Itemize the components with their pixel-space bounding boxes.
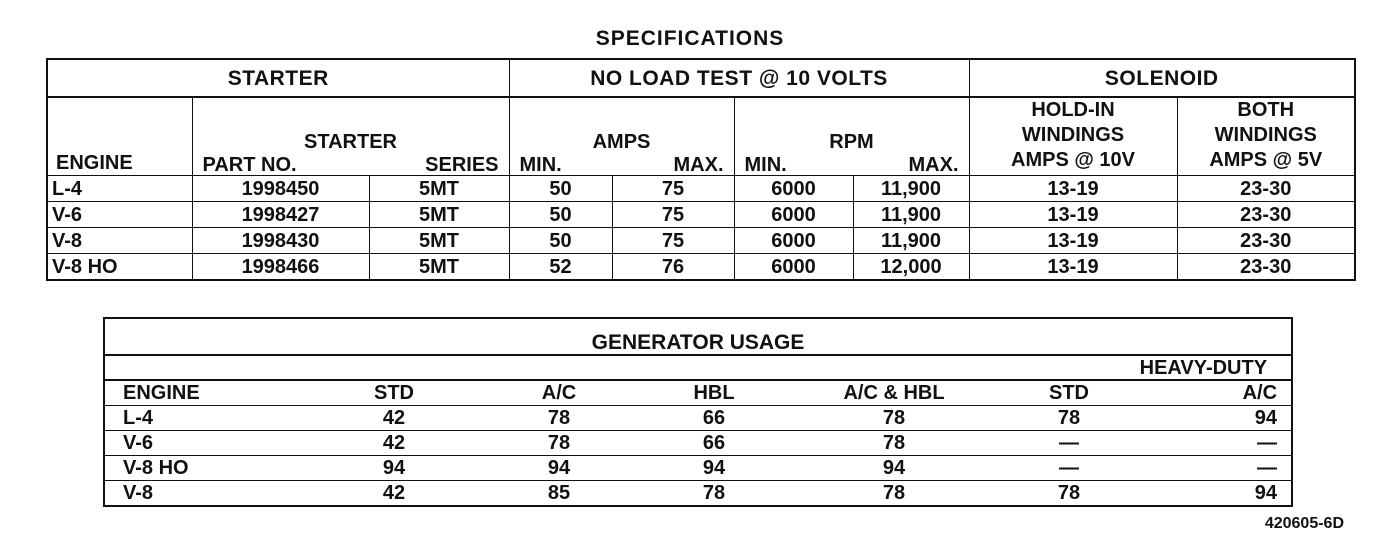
header-hold-in: HOLD-IN WINDINGS AMPS @ 10V (969, 97, 1177, 176)
table-row: V-6 42 78 66 78 — — (104, 431, 1292, 456)
table-row: V-8 HO 1998466 5MT 52 76 6000 12,000 13-19 23-30 (47, 254, 1355, 281)
header-starter-top: STARTER (304, 131, 397, 153)
table-row: L-4 1998450 5MT 50 75 6000 11,900 13-19 23-30 (47, 176, 1355, 202)
header-rpm-max: MAX. (908, 154, 959, 176)
header-amps-label: AMPS (592, 131, 651, 153)
table-row: V-8 HO 94 94 94 94 — — (104, 456, 1292, 481)
table-row: V-8 1998430 5MT 50 75 6000 11,900 13-19 23-30 (47, 228, 1355, 254)
header-rpm-label: RPM (829, 131, 874, 153)
header-std: STD (304, 380, 484, 406)
header-ac: A/C (484, 380, 634, 406)
page-title: SPECIFICATIONS (595, 27, 785, 50)
header-hd-std: STD (994, 380, 1144, 406)
header-engine: ENGINE (104, 380, 304, 406)
header-engine: ENGINE (47, 97, 192, 176)
generator-usage-table (103, 317, 1293, 507)
header-hd-ac: A/C (1144, 380, 1292, 406)
table-row: V-6 1998427 5MT 50 75 6000 11,900 13-19 23-30 (47, 202, 1355, 228)
header-amps-min: MIN. (519, 154, 562, 176)
header-amps (509, 97, 734, 176)
specifications-table (46, 58, 1356, 281)
heavy-duty-label: HEAVY-DUTY (104, 355, 1292, 380)
group-solenoid: SOLENOID (969, 59, 1355, 97)
header-rpm (734, 97, 969, 176)
figure-id: 420605-6D (1264, 515, 1344, 532)
header-part-no: PART NO. (202, 154, 297, 176)
table-row: L-4 42 78 66 78 78 94 (104, 406, 1292, 431)
header-hbl: HBL (634, 380, 794, 406)
generator-title: GENERATOR USAGE (104, 318, 1292, 355)
group-starter: STARTER (47, 59, 509, 97)
generator-header-row (104, 380, 1292, 406)
header-amps-max: MAX. (673, 154, 724, 176)
header-rpm-min: MIN. (744, 154, 787, 176)
group-no-load-test: NO LOAD TEST @ 10 VOLTS (509, 59, 969, 97)
header-starter (192, 97, 509, 176)
table-row: V-8 42 85 78 78 78 94 (104, 481, 1292, 507)
header-ac-hbl: A/C & HBL (794, 380, 994, 406)
header-both-windings: BOTH WINDINGS AMPS @ 5V (1177, 97, 1355, 176)
header-series: SERIES (425, 154, 499, 176)
